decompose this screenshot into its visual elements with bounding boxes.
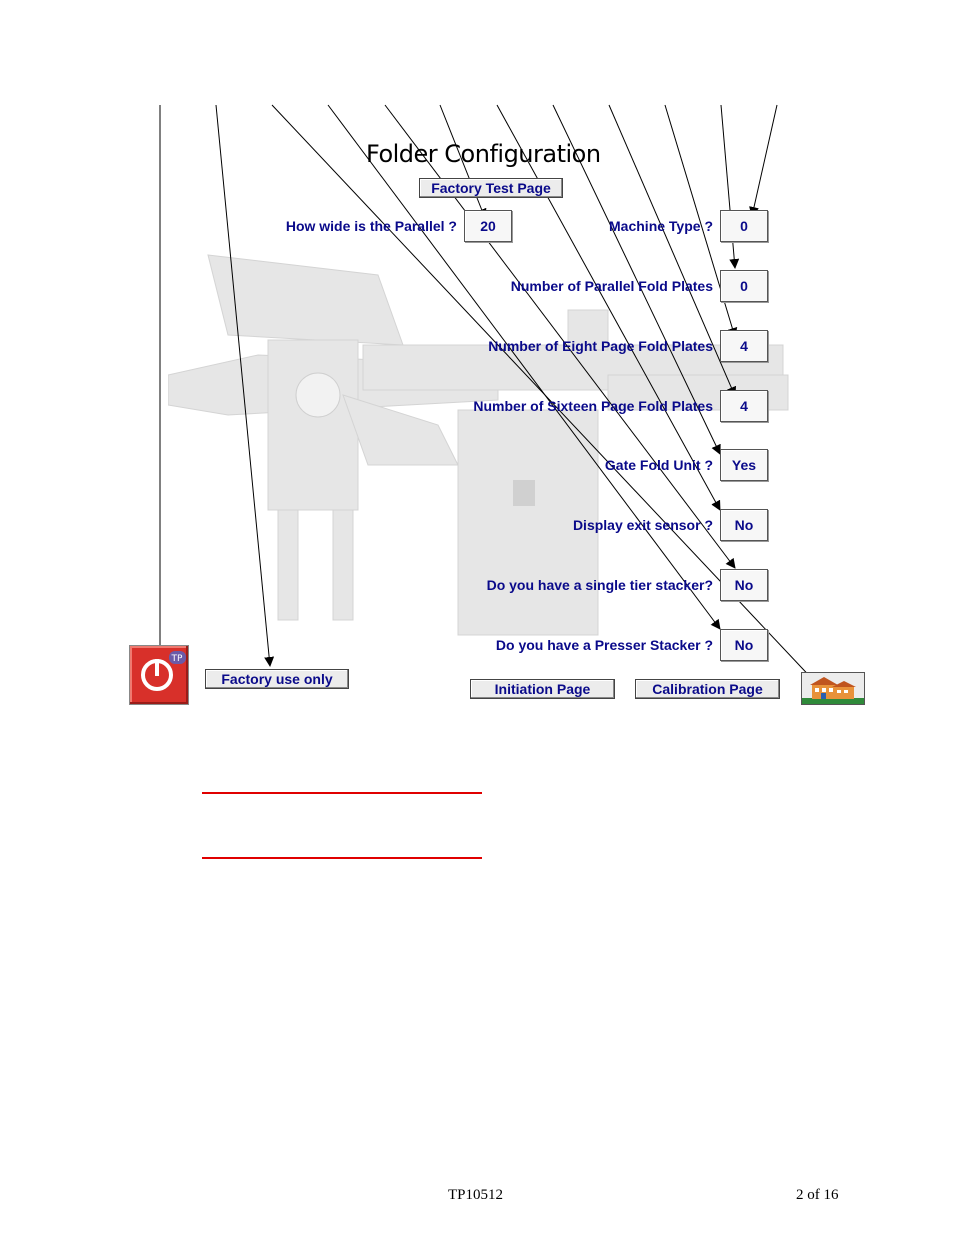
parallel-fold-plates-label: Number of Parallel Fold Plates [510, 278, 713, 294]
page-title: Folder Configuration [366, 140, 601, 168]
factory-use-only-button[interactable]: Factory use only [205, 669, 349, 689]
machine-type-field[interactable]: 0 [720, 210, 768, 242]
footer-page-number: 2 of 16 [796, 1187, 839, 1203]
callout-arrow-factory-use [216, 105, 270, 666]
home-button[interactable] [801, 672, 865, 705]
eight-page-fold-plates-label: Number of Eight Page Fold Plates [488, 338, 713, 354]
separator-line-top [202, 792, 482, 794]
footer-doc-id: TP10512 [448, 1187, 504, 1203]
callout-arrow-machine-type [752, 105, 777, 216]
parallel-fold-plates-field[interactable]: 0 [720, 270, 768, 302]
calibration-page-button[interactable]: Calibration Page [635, 679, 780, 699]
sixteen-page-fold-plates-label: Number of Sixteen Page Fold Plates [473, 398, 713, 414]
gate-fold-unit-field[interactable]: Yes [720, 449, 768, 481]
factory-test-page-button[interactable]: Factory Test Page [419, 178, 563, 198]
power-icon [130, 646, 188, 704]
eight-page-fold-plates-field[interactable]: 4 [720, 330, 768, 362]
gate-fold-unit-label: Gate Fold Unit ? [604, 457, 713, 473]
parallel-width-label: How wide is the Parallel ? [285, 218, 457, 234]
single-tier-stacker-field[interactable]: No [720, 569, 768, 601]
separator-line-bottom [202, 857, 482, 859]
single-tier-stacker-label: Do you have a single tier stacker? [486, 577, 713, 593]
home-building-icon [802, 673, 864, 704]
display-exit-sensor-label: Display exit sensor ? [572, 517, 713, 533]
parallel-width-field[interactable]: 20 [464, 210, 512, 242]
power-button[interactable] [129, 645, 189, 705]
presser-stacker-label: Do you have a Presser Stacker ? [495, 637, 713, 653]
initiation-page-button[interactable]: Initiation Page [470, 679, 615, 699]
display-exit-sensor-field[interactable]: No [720, 509, 768, 541]
presser-stacker-field[interactable]: No [720, 629, 768, 661]
sixteen-page-fold-plates-field[interactable]: 4 [720, 390, 768, 422]
svg-text:TP: TP [171, 654, 183, 664]
machine-type-label: Machine Type ? [609, 218, 713, 234]
callout-arrow-parallel-width [721, 105, 735, 268]
